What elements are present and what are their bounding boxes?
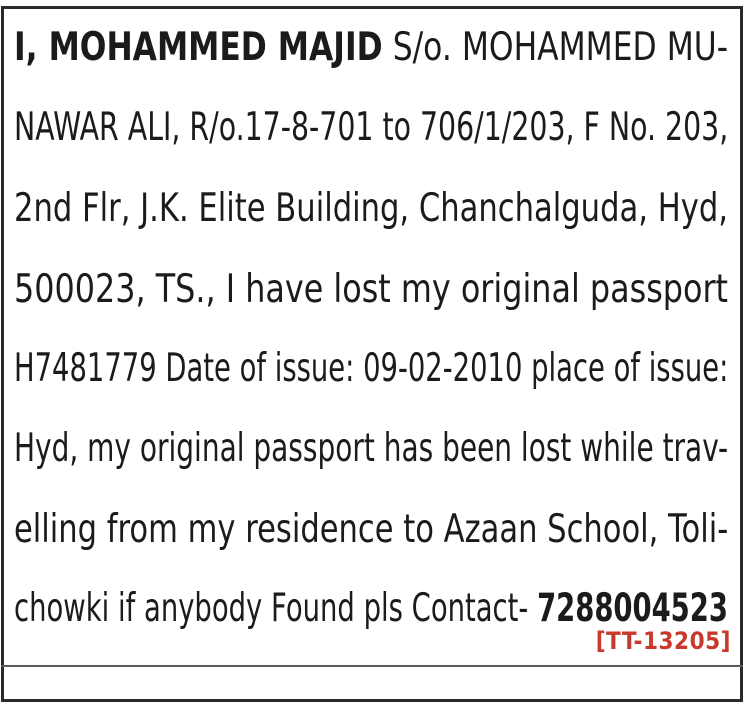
notice-line-4-text: 500023, TS., I have lost my original passport (14, 267, 729, 312)
contact-number: 7288004523 (537, 586, 728, 631)
notice-name-bold: I, MOHAMMED MAJID (14, 25, 383, 70)
notice-line-7-text: elling from my residence to Azaan School, Toli- (14, 507, 729, 552)
notice-line-5-text: H7481779 Date of issue: 09-02-2010 place of issue: (14, 346, 729, 391)
notice-line-5 (14, 337, 728, 401)
notice-line-4 (14, 258, 728, 322)
notice-line-7 (14, 498, 728, 562)
bottom-divider (1, 665, 743, 667)
notice-line-8-text: chowki if anybody Found pls Contact- (14, 586, 538, 631)
notice-line-3 (14, 177, 728, 241)
notice-line-6 (14, 417, 728, 481)
notice-line-2-text: NAWAR ALI, R/o.17-8-701 to 706/1/203, F No. 203, (14, 105, 729, 150)
notice-line-1 (14, 16, 728, 80)
notice-line-3-text: 2nd Flr, J.K. Elite Building, Chanchalguda, Hyd, (14, 186, 728, 231)
notice-line-1-text: S/o. MOHAMMED MU- (382, 25, 729, 70)
reference-code: [TT-13205] (595, 627, 731, 655)
notice-line-6-text: Hyd, my original passport has been lost while trav- (14, 426, 729, 471)
notice-line-2 (14, 96, 728, 160)
